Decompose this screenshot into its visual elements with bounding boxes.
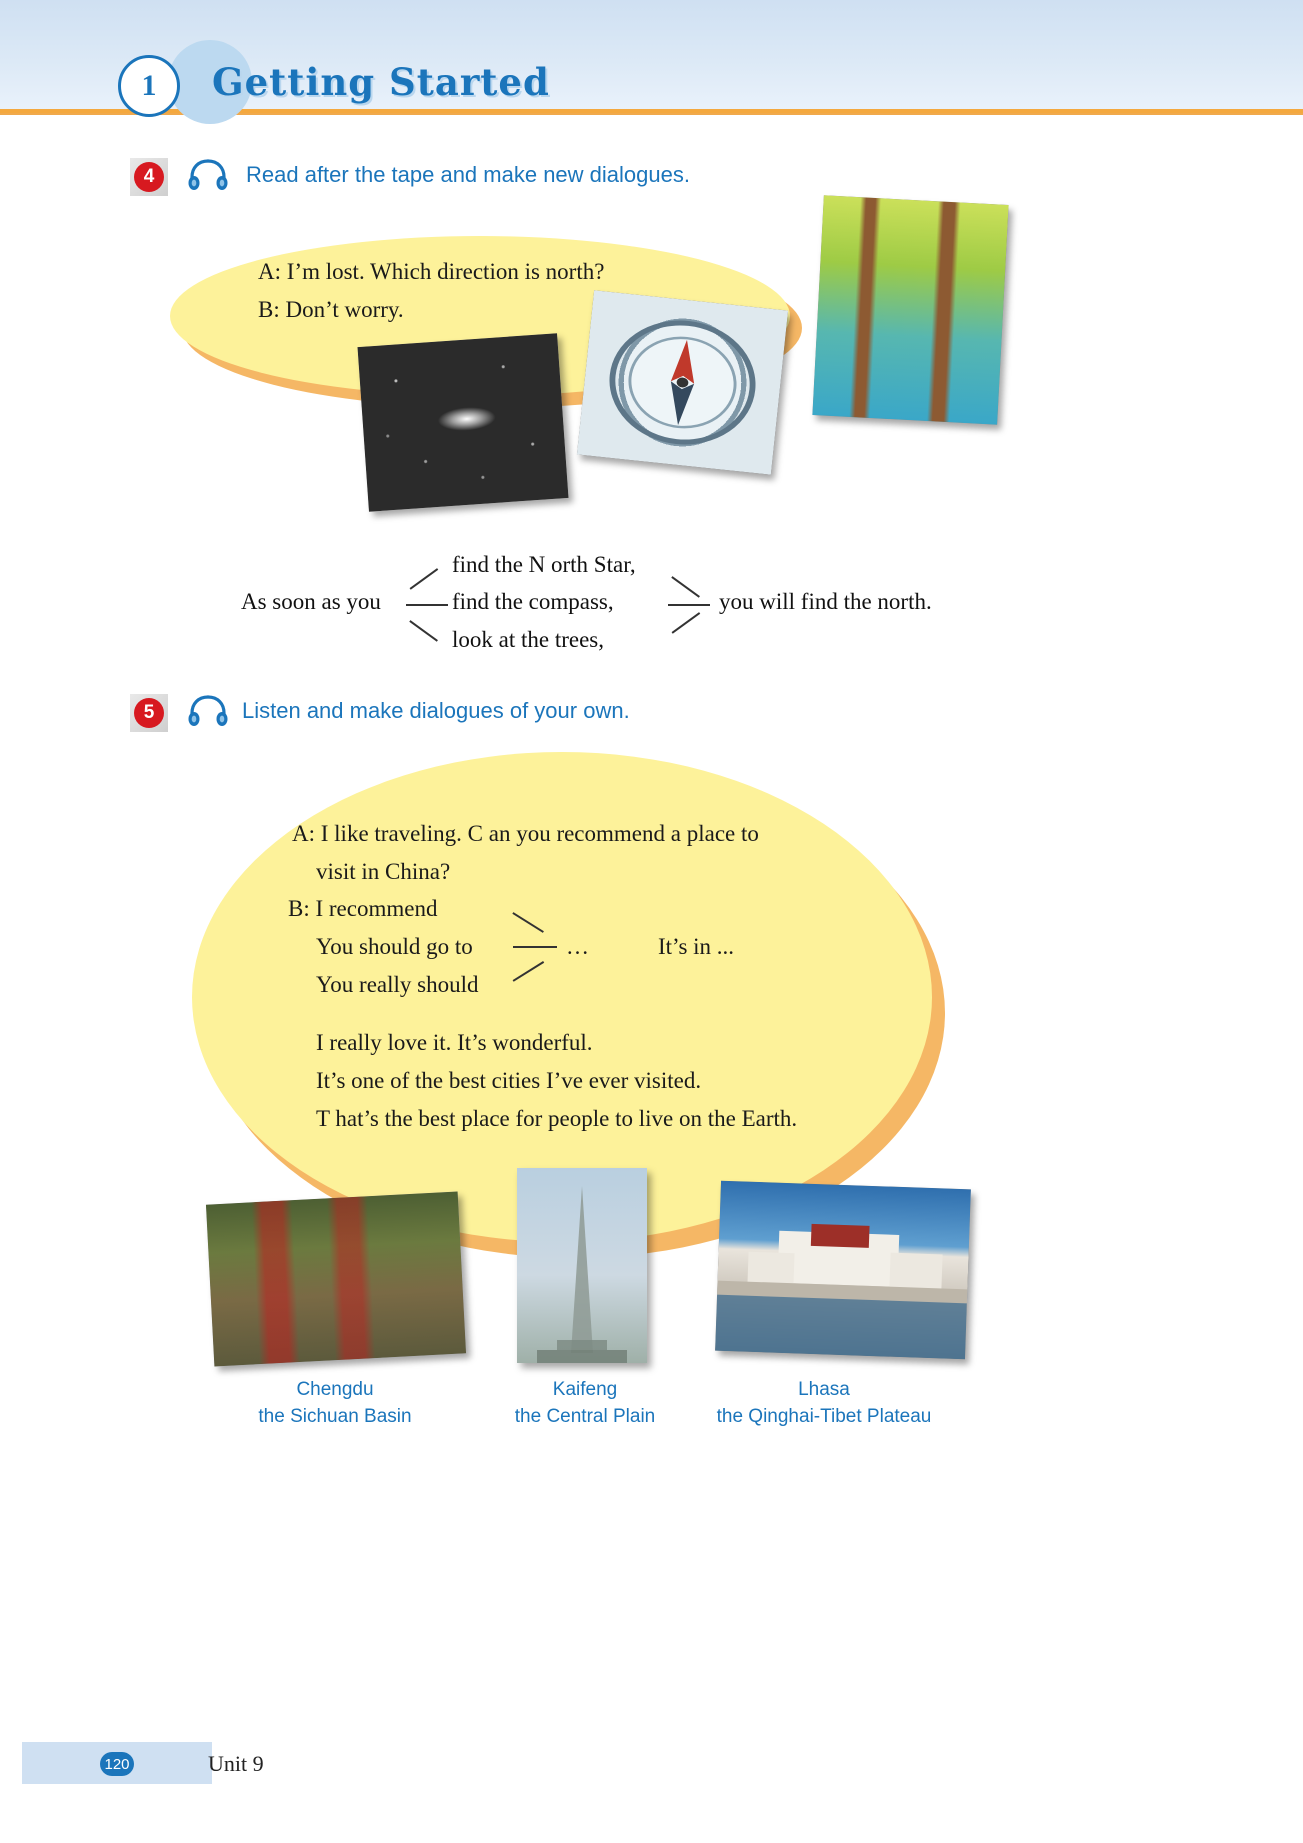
task-5-instruction: Listen and make dialogues of your own.: [242, 698, 630, 723]
chengdu-photo: [206, 1192, 466, 1367]
page-title: Getting Started: [212, 60, 550, 104]
diagram-4-option-2: find the compass,: [452, 589, 614, 614]
diagram-4-lead-in: As soon as you: [241, 589, 381, 614]
headphones-icon: [188, 158, 228, 192]
caption-chengdu: [240, 1376, 430, 1430]
unit-number-badge: 1: [118, 55, 180, 117]
trees-photo: [812, 195, 1008, 424]
caption-city: Chengdu: [296, 1379, 374, 1400]
caption-lhasa: [708, 1376, 940, 1430]
dialogue-5-line-b: B: I recommend: [288, 896, 438, 921]
task-number-5: 5: [130, 694, 168, 732]
brace-line: [668, 604, 710, 606]
dialogue-5-closing-2: It’s one of the best cities I’ve ever visited.: [316, 1068, 702, 1093]
brace-line: [672, 576, 700, 597]
kaifeng-pagoda-photo: [517, 1168, 647, 1363]
dialogue-4-line-a: A: I’m lost. Which direction is north?: [258, 259, 605, 284]
night-sky-photo: [357, 333, 568, 512]
brace-line: [410, 620, 438, 641]
dialogue-5-ellipsis: …: [566, 934, 589, 959]
caption-kaifeng: [490, 1376, 680, 1430]
lhasa-potala-palace-photo: [715, 1181, 971, 1360]
dialogue-5-option-2: You really should: [316, 972, 479, 997]
dialogue-5-line-a2: visit in China?: [316, 859, 451, 884]
caption-region: the Central Plain: [514, 1406, 656, 1427]
caption-city: Lhasa: [798, 1379, 850, 1400]
brace-line: [672, 612, 700, 633]
dialogue-5-option-1: You should go to: [316, 934, 473, 959]
page-number-badge: 120: [100, 1752, 134, 1776]
diagram-4-option-3: look at the trees,: [452, 627, 605, 652]
dialogue-5-its-in: It’s in ...: [658, 934, 735, 959]
dialogue-5-closing-3: T hat’s the best place for people to live on the Earth.: [316, 1106, 798, 1131]
dialogue-4-line-b: B: Don’t worry.: [258, 297, 404, 322]
task-4-instruction: Read after the tape and make new dialogues.: [246, 162, 690, 187]
caption-region: the Sichuan Basin: [258, 1406, 412, 1427]
brace-line: [406, 604, 448, 606]
dialogue-5-line-a1: A: I like traveling. C an you recommend a place to: [292, 821, 759, 846]
diagram-4-tail: you will find the north.: [719, 589, 932, 614]
caption-city: Kaifeng: [552, 1379, 618, 1400]
brace-line: [410, 568, 438, 589]
dialogue-5-closing-1: I really love it. It’s wonderful.: [316, 1030, 593, 1055]
footer-unit-label: Unit 9: [208, 1751, 264, 1776]
diagram-4-option-1: find the N orth Star,: [452, 552, 636, 577]
brace-line: [513, 946, 557, 948]
task-number-4: 4: [130, 158, 168, 196]
caption-region: the Qinghai-Tibet Plateau: [716, 1406, 932, 1427]
headphones-icon: [188, 694, 228, 728]
compass-photo: [577, 290, 788, 474]
